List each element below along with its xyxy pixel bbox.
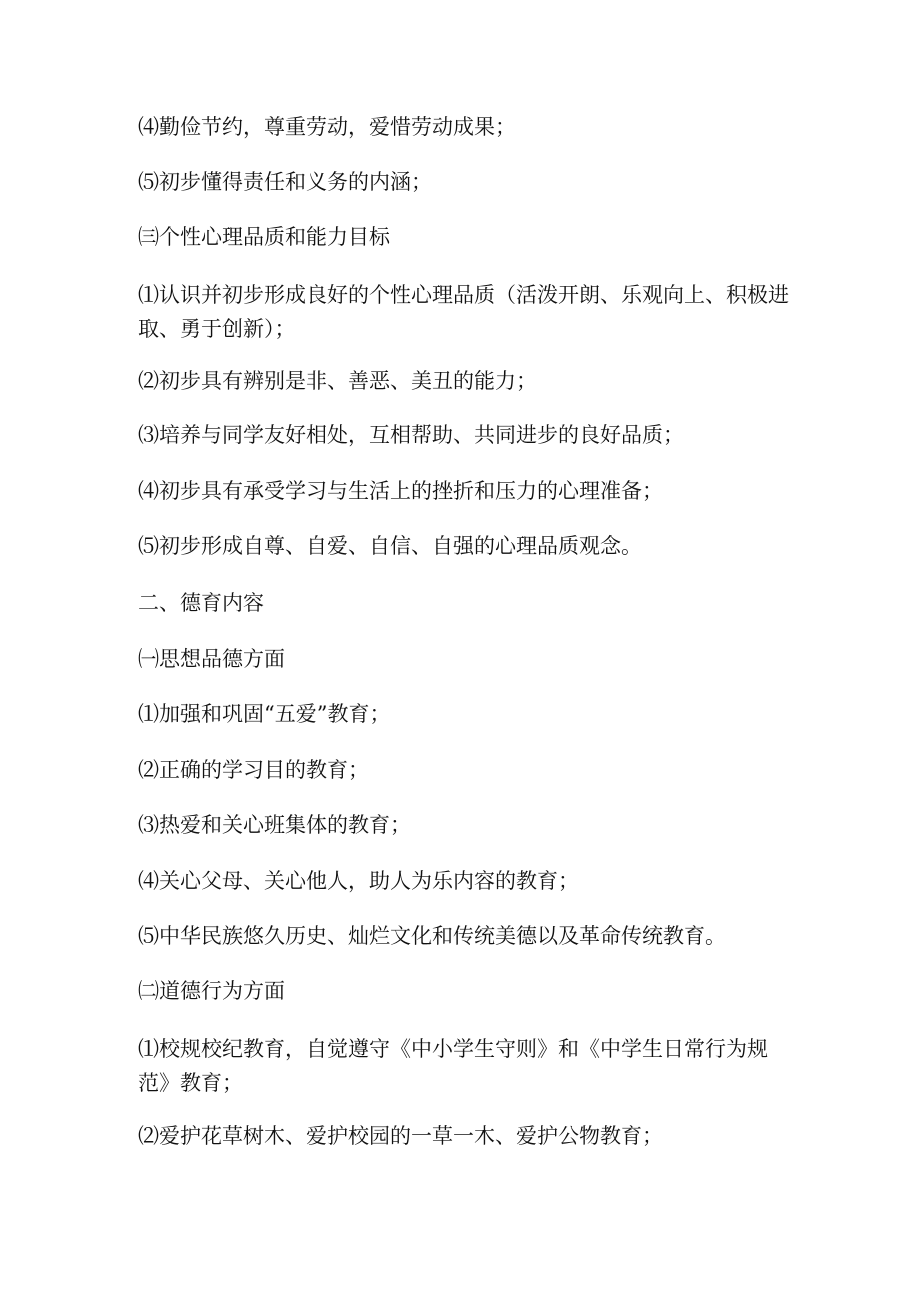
paragraph: ⑶热爱和关心班集体的教育； — [138, 813, 411, 837]
paragraph: ⑸初步形成自尊、自爱、自信、自强的心理品质观念。 — [138, 534, 642, 558]
paragraph: ⑷关心父母、关心他人，助人为乐内容的教育； — [138, 869, 579, 893]
paragraph: ⑸中华民族悠久历史、灿烂文化和传统美德以及革命传统教育。 — [138, 924, 726, 948]
paragraph: ⑴认识并初步形成良好的个性心理品质（活泼开朗、乐观向上、积极进取、勇于创新）； — [138, 283, 789, 341]
paragraph: ⑷初步具有承受学习与生活上的挫折和压力的心理准备； — [138, 479, 663, 503]
paragraph: ⑴加强和巩固“五爱”教育； — [138, 702, 391, 726]
paragraph: ⑶培养与同学友好相处，互相帮助、共同进步的良好品质； — [138, 423, 684, 447]
paragraph: ⑷勤俭节约，尊重劳动，爱惜劳动成果； — [138, 115, 516, 139]
paragraph: ⑴校规校纪教育，自觉遵守《中小学生守则》和《中学生日常行为规范》教育； — [138, 1037, 768, 1095]
paragraph: ⑸初步懂得责任和义务的内涵； — [138, 170, 432, 194]
paragraph: ⑵初步具有辨别是非、善恶、美丑的能力； — [138, 369, 537, 393]
section-heading: ㈢个性心理品质和能力目标 — [138, 225, 390, 249]
section-heading: 二、德育内容 — [138, 591, 264, 615]
section-heading: ㈠思想品德方面 — [138, 647, 285, 671]
paragraph: ⑵爱护花草树木、爱护校园的一草一木、爱护公物教育； — [138, 1124, 663, 1148]
paragraph: ⑵正确的学习目的教育； — [138, 758, 369, 782]
section-heading: ㈡道德行为方面 — [138, 979, 285, 1003]
